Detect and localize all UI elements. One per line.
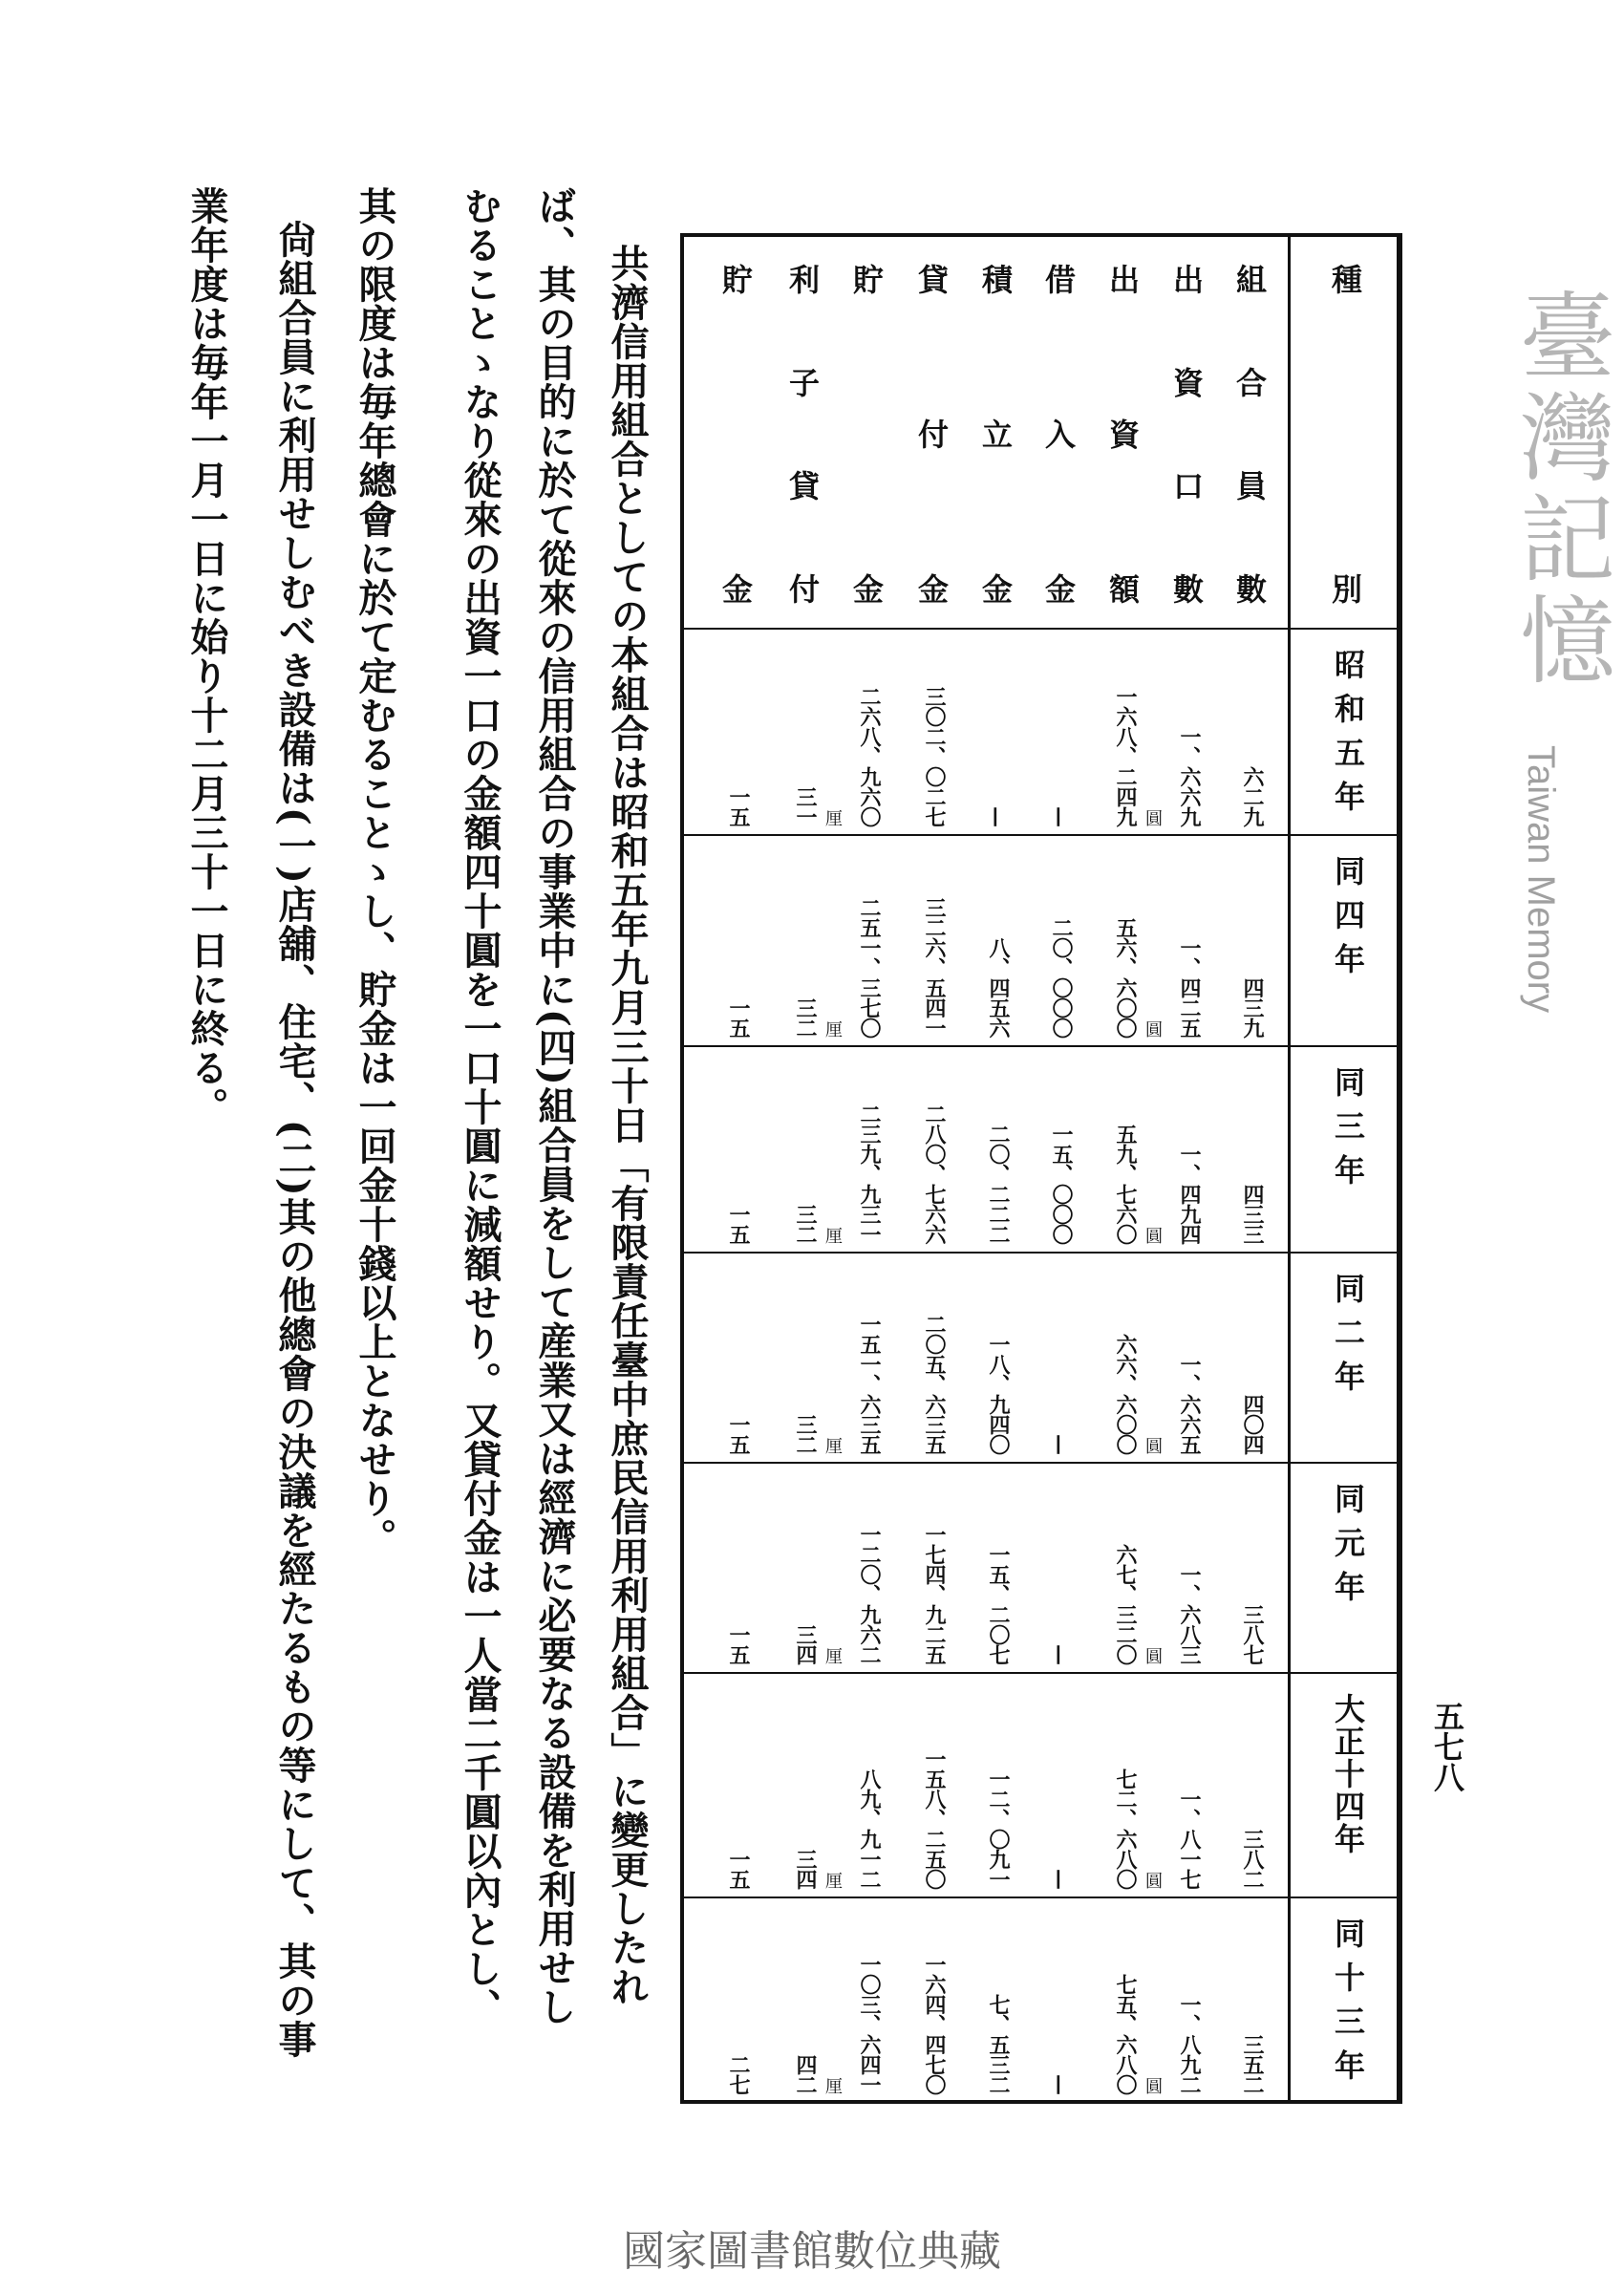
header-char: 付 — [917, 417, 949, 453]
table-cell: 一五、二〇七 — [986, 1544, 1011, 1664]
table-cell: — — [1047, 806, 1072, 826]
header-char: 立 — [981, 417, 1013, 453]
row-year: 大正十四年 — [1330, 1693, 1366, 1855]
table-cell: 一、四二五 — [1177, 937, 1202, 1038]
table-cell: 一二、〇九一 — [986, 1768, 1011, 1889]
body-line: 尙組合員に利用せしむべき設備は(一)店舖、住宅、(二)其の他總會の決議を經たるもの等にして、其の事 — [272, 220, 317, 2059]
column-header — [914, 256, 952, 610]
table-cell: 一、四九四 — [1177, 1144, 1202, 1244]
unit-rin: 厘 — [823, 1020, 843, 1038]
header-char: 員 — [1235, 468, 1267, 504]
unit-rin: 厘 — [823, 1872, 843, 1889]
table-cell: 一五、〇〇〇 — [1049, 1124, 1074, 1244]
header-char: 入 — [1044, 417, 1076, 453]
row-year: 同二年 — [1330, 1273, 1366, 1404]
table-cell: 一五八、二五〇 — [922, 1748, 947, 1889]
unit-rin: 厘 — [823, 2077, 843, 2094]
table-cell: 一、六八三 — [1177, 1564, 1202, 1664]
header-char: 貸 — [917, 262, 949, 298]
header-char: 數 — [1235, 571, 1267, 608]
header-char: 金 — [1044, 571, 1076, 608]
header-char: 利 — [788, 262, 820, 298]
table-cell: 七、五三二 — [986, 1994, 1011, 2094]
column-header — [1105, 256, 1143, 610]
header-char: 子 — [788, 365, 820, 401]
column-header — [1041, 256, 1079, 610]
body-line: 業年度は毎年一月一日に始り十二月三十一日に終る。 — [184, 186, 229, 1126]
table-cell: 三八七 — [1240, 1604, 1265, 1664]
header-char: 種 — [1331, 262, 1362, 298]
unit-rin: 厘 — [823, 1227, 843, 1244]
table-cell: 一七四、九二五 — [922, 1524, 947, 1664]
header-char: 付 — [788, 571, 820, 608]
table-cell: 七二、六八〇 — [1113, 1768, 1138, 1889]
column-header — [785, 256, 823, 610]
table-cell: 三二六、五四一 — [922, 897, 947, 1038]
table-cell: — — [1047, 1434, 1072, 1454]
table-cell: 四二 — [793, 2054, 818, 2094]
table-cell: 六二九 — [1240, 766, 1265, 826]
header-char: 組 — [1235, 262, 1267, 298]
table-cell: 二三九、九三一 — [857, 1104, 882, 1244]
unit-yen: 圓 — [1143, 1227, 1163, 1244]
table-cell: 一五 — [726, 786, 751, 826]
table-cell: 一五一、六三五 — [857, 1314, 882, 1454]
table-cell: 八、四五六 — [986, 937, 1011, 1038]
unit-yen: 圓 — [1143, 1020, 1163, 1038]
table-cell: — — [1047, 1869, 1072, 1889]
table-cell: 二六八、九六〇 — [857, 686, 882, 826]
header-char: 貯 — [852, 262, 884, 298]
header-char: 資 — [1172, 365, 1204, 401]
table-cell: 八九、九一二 — [857, 1768, 882, 1889]
table-cell: 五九、七六〇 — [1113, 1124, 1138, 1244]
body-line: 共濟信用組合としての本組合は昭和五年九月三十日「有限責任臺中庶民信用利用組合」に變更したれ — [605, 244, 650, 2006]
row-divider — [684, 628, 1399, 630]
table-cell: 四〇四 — [1240, 1394, 1265, 1454]
row-year: 同元年 — [1330, 1483, 1366, 1615]
row-divider — [684, 1672, 1399, 1674]
table-cell: 三四 — [793, 1624, 818, 1664]
table-cell: 七五、六八〇 — [1113, 1974, 1138, 2094]
header-char: 借 — [1044, 262, 1076, 298]
row-divider — [684, 1462, 1399, 1464]
header-char: 金 — [917, 571, 949, 608]
unit-yen: 圓 — [1143, 1872, 1163, 1889]
header-char: 金 — [852, 571, 884, 608]
unit-rin: 厘 — [823, 1437, 843, 1454]
page-number: 五七八 — [1429, 1701, 1465, 1792]
header-char: 金 — [721, 571, 753, 608]
table-cell: 二五一、三七〇 — [857, 897, 882, 1038]
row-divider — [684, 1045, 1399, 1047]
table-cell: 三二 — [793, 1204, 818, 1244]
table-cell: 三〇二、〇二七 — [922, 686, 947, 826]
column-header — [1169, 256, 1207, 610]
column-header — [849, 256, 887, 610]
column-header — [718, 256, 757, 610]
table-cell: 一、六六五 — [1177, 1354, 1202, 1454]
table-cell: 一、八九二 — [1177, 1994, 1202, 2094]
header-char: 數 — [1172, 571, 1204, 608]
row-divider — [684, 1897, 1399, 1898]
table-cell: 一五 — [726, 1624, 751, 1664]
unit-rin: 厘 — [823, 1647, 843, 1664]
row-year: 同三年 — [1330, 1066, 1366, 1198]
header-char: 出 — [1172, 262, 1204, 298]
header-char: 出 — [1108, 262, 1140, 298]
table-cell: 一六四、四七〇 — [922, 1954, 947, 2094]
table-cell: 一五 — [726, 997, 751, 1038]
row-year: 同十三年 — [1330, 1918, 1366, 2093]
unit-yen: 圓 — [1143, 2077, 1163, 2094]
table-cell: 六六、六〇〇 — [1113, 1334, 1138, 1454]
table-cell: 二〇、二二二 — [986, 1124, 1011, 1244]
table-cell: 一五 — [726, 1849, 751, 1889]
watermark-logo: 臺灣記憶 — [1504, 287, 1615, 692]
row-divider — [684, 1252, 1399, 1254]
table-cell: 三二 — [793, 1414, 818, 1454]
header-char: 積 — [981, 262, 1013, 298]
header-char: 口 — [1172, 468, 1204, 504]
table-cell: 三五二 — [1240, 2034, 1265, 2094]
table-cell: 一〇三、六四一 — [857, 1954, 882, 2094]
body-line: ば、其の目的に於て從來の信用組合の事業中に(四)組合員をして産業又は經濟に必要なる設備を利用せし — [532, 186, 577, 2026]
table-cell: 三一 — [793, 786, 818, 826]
header-char: 資 — [1108, 417, 1140, 453]
table-cell: 三四 — [793, 1849, 818, 1889]
header-char: 金 — [981, 571, 1013, 608]
table-cell: 一、六六九 — [1177, 726, 1202, 826]
column-header — [1232, 256, 1271, 610]
header-char: 貸 — [788, 468, 820, 504]
table-cell: 一五 — [726, 1204, 751, 1244]
table-cell: 三二 — [793, 997, 818, 1038]
header-char: 額 — [1108, 571, 1140, 608]
row-year: 同四年 — [1330, 855, 1366, 987]
body-line: 其の限度は毎年總會に於て定むることゝし、貯金は一回金十錢以上となせり。 — [353, 186, 397, 1557]
column-header — [978, 256, 1016, 610]
body-line: むることゝなり從來の出資一口の金額四十圓を一口十圓に減額せり。又貸付金は一人當二千圓以內とし、 — [458, 186, 502, 2027]
table-cell: 二八〇、七六六 — [922, 1104, 947, 1244]
table-cell: 二七 — [726, 2054, 751, 2094]
table-cell: 一五 — [726, 1414, 751, 1454]
unit-rin: 厘 — [823, 809, 843, 826]
table-cell: 五六、六〇〇 — [1113, 917, 1138, 1038]
table-divider — [1288, 237, 1291, 2100]
row-year: 昭和五年 — [1330, 649, 1366, 825]
table-cell: 一二〇、九六二 — [857, 1524, 882, 1664]
table-cell: — — [1047, 2074, 1072, 2094]
table-cell: 四三九 — [1240, 977, 1265, 1038]
table-cell: 一六八、二四九 — [1113, 686, 1138, 826]
table-cell: 一八、九四〇 — [986, 1334, 1011, 1454]
table-cell: — — [984, 806, 1009, 826]
table-cell: 二〇五、六三五 — [922, 1314, 947, 1454]
header-type — [1328, 256, 1366, 610]
unit-yen: 圓 — [1143, 1437, 1163, 1454]
header-char: 別 — [1331, 571, 1362, 608]
table-cell: 六七、三二〇 — [1113, 1544, 1138, 1664]
header-char: 貯 — [721, 262, 753, 298]
header-char: 合 — [1235, 365, 1267, 401]
footer-credit: 國家圖書館數位典藏 — [623, 2227, 1001, 2276]
table-cell: 一、八一七 — [1177, 1789, 1202, 1889]
watermark-subtitle: Taiwan Memory — [1520, 745, 1562, 1014]
unit-yen: 圓 — [1143, 1647, 1163, 1664]
table-cell: — — [1047, 1644, 1072, 1664]
row-divider — [684, 834, 1399, 836]
unit-yen: 圓 — [1143, 809, 1163, 826]
table-cell: 四三三 — [1240, 1184, 1265, 1244]
table-cell: 三八二 — [1240, 1829, 1265, 1889]
table-cell: 二〇、〇〇〇 — [1049, 917, 1074, 1038]
